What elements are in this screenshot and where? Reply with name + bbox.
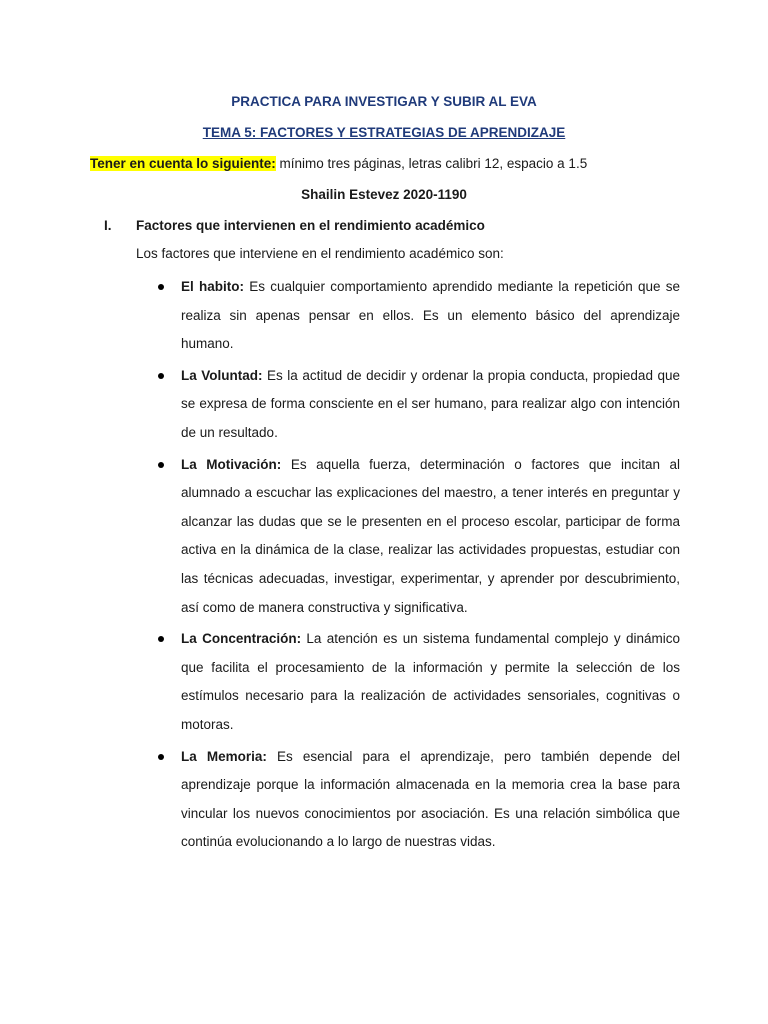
document-subtitle — [0, 125, 768, 140]
list-item — [156, 451, 680, 623]
list-item-text: Es cualquier comportamiento aprendido mediante la repetición que se realiza sin apenas pensar en ellos. Es un elemento básico del aprendizaje humano. — [181, 279, 680, 352]
section-heading-text: Factores que intervienen en el rendimiento académico — [136, 218, 485, 233]
list-item-text: La atención es un sistema fundamental complejo y dinámico que facilita el procesamiento de la información y permite la selección de los estímulos necesario para la realización de actividades sensoriales, cognitivas o motoras. — [181, 631, 680, 732]
list-item-term: La Voluntad: — [181, 367, 263, 383]
instructions-note — [90, 156, 587, 171]
bullet-icon — [158, 373, 164, 379]
list-item — [156, 362, 680, 448]
list-item-text: Es la actitud de decidir y ordenar la propia conducta, propiedad que se expresa de forma consciente en el ser humano, para realizar algo con intención de un resultado. — [181, 367, 680, 440]
note-text: mínimo tres páginas, letras calibri 12, espacio a 1.5 — [275, 156, 588, 171]
list-item-text: Es esencial para el aprendizaje, pero también depende del aprendizaje porque la información almacenada en la memoria crea la base para vincular los nuevos conocimientos por asociación. Es una relación simbólica que continúa evolucionando a lo largo de nuestras vidas. — [181, 748, 680, 850]
bullet-icon — [158, 284, 164, 290]
note-label: Tener en cuenta lo siguiente: — [90, 156, 276, 171]
section-heading — [104, 218, 485, 233]
list-item — [156, 625, 680, 739]
list-item — [156, 743, 680, 857]
list-item-term: La Concentración: — [181, 631, 302, 647]
bullet-icon — [158, 754, 164, 760]
bullet-icon — [158, 462, 164, 468]
section-intro: Los factores que interviene en el rendimiento académico son: — [136, 246, 504, 261]
author-line: Shailin Estevez 2020-1190 — [301, 187, 467, 202]
bullet-icon — [158, 636, 164, 642]
subtitle-text: TEMA 5: FACTORES Y ESTRATEGIAS DE APRENDIZAJE — [202, 125, 566, 140]
document-title: PRACTICA PARA INVESTIGAR Y SUBIR AL EVA — [231, 94, 537, 109]
list-item — [156, 273, 680, 359]
list-item-text: Es aquella fuerza, determinación o factores que incitan al alumnado a escuchar las explicaciones del maestro, a tener interés en preguntar y alcanzar las dudas que se le presenten en el proceso escolar, participar de forma activa en la dinámica de la clase, realizar las actividades propuestas, estudiar con las técnicas adecuadas, investigar, experimentar, y aprender por descubrimiento, así como de manera constructiva y significativa. — [181, 456, 681, 615]
list-item-term: El habito: — [181, 279, 244, 294]
list-item-term: La Memoria: — [181, 748, 267, 764]
section-number: I. — [104, 218, 112, 233]
factors-list — [156, 273, 680, 860]
list-item-term: La Motivación: — [181, 456, 282, 472]
